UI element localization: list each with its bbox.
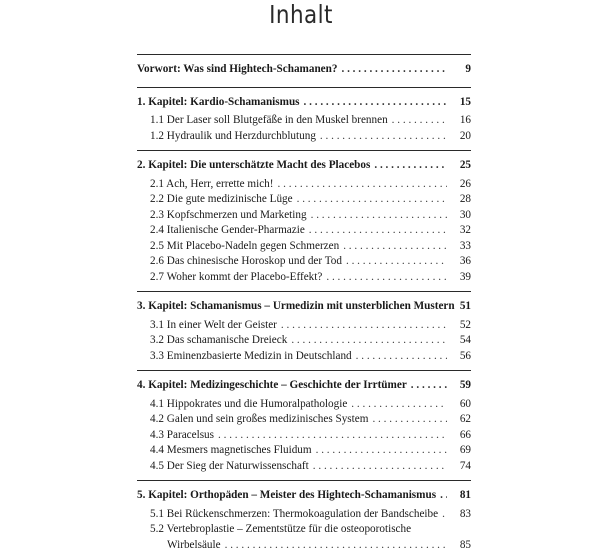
toc-page-number: 20: [459, 129, 471, 142]
toc-section-kapitel-5: [137, 481, 471, 559]
toc-page-number: 74: [459, 459, 471, 472]
toc-page-number: 16: [459, 114, 471, 126]
dot-leader: [442, 507, 447, 523]
dot-leader: [311, 208, 447, 224]
toc-entry-label: Vorwort: Was sind Hightech-Schamanen?: [137, 63, 338, 75]
toc-page-number: 25: [459, 159, 471, 171]
toc-entry-label: 5.1 Bei Rückenschmerzen: Thermokoagulation der Bandscheibe: [150, 507, 439, 520]
dot-leader: [372, 412, 447, 428]
toc-entry-4-3[interactable]: [137, 428, 471, 444]
toc-entry-label-continuation: Wirbelsäule: [167, 538, 221, 551]
toc-entry-2-4[interactable]: [137, 223, 471, 239]
toc-entry-4-5[interactable]: [137, 459, 471, 475]
toc-entry-5-2-continuation[interactable]: [137, 538, 471, 554]
toc-entry-4-1[interactable]: [137, 397, 471, 413]
toc-chapter-5[interactable]: [137, 488, 471, 504]
toc-entry-label: 2. Kapitel: Die unterschätzte Macht des Placebos: [137, 159, 371, 171]
dot-leader: [374, 158, 447, 174]
toc-entry-label: 4.1 Hippokrates und die Humoralpathologie: [150, 397, 348, 410]
toc-entry-label: 3. Kapitel: Schamanismus – Urmedizin mit unsterblichen Mustern: [137, 300, 455, 312]
toc-entry-2-1[interactable]: [137, 177, 471, 193]
toc-entry-label: 2.2 Die gute medizinische Lüge: [150, 193, 293, 205]
toc-page-number: 85: [459, 538, 471, 551]
toc-entry-label: 3.1 In einer Welt der Geister: [150, 318, 277, 331]
toc-entry-label: 4.5 Der Sieg der Naturwissenschaft: [150, 459, 309, 472]
dot-leader: [291, 333, 447, 349]
dot-leader: [304, 95, 447, 111]
dot-leader: [225, 538, 447, 554]
dot-leader: [346, 254, 447, 270]
table-of-contents: [137, 54, 471, 559]
toc-entry-vorwort[interactable]: [137, 62, 471, 78]
toc-entry-label: 3.3 Eminenzbasierte Medizin in Deutschland: [150, 349, 352, 362]
toc-page-number: 52: [459, 318, 471, 331]
toc-entry-2-5[interactable]: [137, 239, 471, 255]
dot-leader: [392, 113, 447, 129]
toc-entry-5-1[interactable]: [137, 507, 471, 523]
toc-entry-4-2[interactable]: [137, 412, 471, 428]
toc-entry-label: 1.1 Der Laser soll Blutgefäße in den Muskel brennen: [150, 114, 388, 126]
toc-page-number: 69: [459, 444, 471, 456]
toc-page-number: 26: [459, 177, 471, 190]
toc-entry-label: 5.2 Vertebroplastie – Zementstütze für die osteoporotische: [150, 523, 412, 535]
toc-page-number: 66: [459, 428, 471, 441]
dot-leader: [440, 488, 447, 504]
dot-leader: [278, 177, 448, 193]
toc-chapter-4[interactable]: [137, 378, 471, 394]
toc-entry-3-2[interactable]: [137, 333, 471, 349]
toc-entry-3-1[interactable]: [137, 318, 471, 334]
toc-entry-label: 2.6 Das chinesische Horoskop und der Tod: [150, 255, 342, 267]
toc-entry-label: 1. Kapitel: Kardio-Schamanismus: [137, 95, 300, 108]
toc-entry-5-2[interactable]: [137, 522, 471, 538]
toc-entry-label: 3.2 Das schamanische Dreieck: [150, 334, 288, 346]
dot-leader: [326, 270, 447, 286]
toc-page-number: 62: [459, 413, 471, 425]
toc-page-number: 32: [459, 224, 471, 236]
toc-section-kapitel-3: [137, 292, 471, 370]
toc-page-number: 30: [459, 208, 471, 221]
toc-page-number: 9: [465, 63, 471, 75]
dot-leader: [309, 223, 447, 239]
toc-entry-label: 2.4 Italienische Gender-Pharmazie: [150, 224, 305, 236]
dot-leader: [281, 318, 447, 334]
toc-entry-2-3[interactable]: [137, 208, 471, 224]
toc-entry-label: 4.2 Galen und sein großes medizinisches System: [150, 413, 369, 425]
page-title: Inhalt: [269, 0, 333, 29]
dot-leader: [218, 428, 447, 444]
toc-entry-label: 4. Kapitel: Medizingeschichte – Geschichte der Irrtümer: [137, 379, 407, 391]
dot-leader: [351, 397, 447, 413]
toc-entry-label: 2.7 Woher kommt der Placebo-Effekt?: [150, 270, 323, 283]
toc-page-number: 56: [459, 349, 471, 362]
dot-leader: [313, 459, 447, 475]
toc-entry-label: 5. Kapitel: Orthopäden – Meister des Hightech-Schamanismus: [137, 489, 437, 501]
toc-entry-1-1[interactable]: [137, 113, 471, 129]
toc-entry-label: 1.2 Hydraulik und Herzdurchblutung: [150, 129, 316, 142]
toc-entry-label: 4.3 Paracelsus: [150, 428, 215, 441]
toc-page-number: 15: [459, 95, 471, 108]
toc-chapter-2[interactable]: [137, 158, 471, 174]
toc-page-number: 28: [459, 193, 471, 205]
toc-page-number: 36: [459, 255, 471, 267]
toc-page-number: 54: [459, 334, 471, 346]
toc-chapter-3[interactable]: [137, 299, 471, 315]
toc-page-number: 33: [459, 239, 471, 252]
toc-entry-2-7[interactable]: [137, 270, 471, 286]
toc-page-number: 51: [459, 300, 471, 312]
toc-page-number: 81: [459, 489, 471, 501]
dot-leader: [297, 192, 447, 208]
dot-leader: [411, 378, 447, 394]
toc-entry-label: 4.4 Mesmers magnetisches Fluidum: [150, 444, 312, 456]
toc-page-number: 39: [459, 270, 471, 283]
toc-entry-label: 2.3 Kopfschmerzen und Marketing: [150, 208, 307, 221]
toc-entry-3-3[interactable]: [137, 349, 471, 365]
toc-entry-label: 2.1 Ach, Herr, errette mich!: [150, 177, 274, 190]
toc-section-kapitel-2: [137, 151, 471, 291]
toc-chapter-1[interactable]: [137, 95, 471, 111]
dot-leader: [316, 443, 447, 459]
toc-page-number: 83: [459, 507, 471, 520]
dot-leader: [320, 129, 447, 145]
dot-leader: [356, 349, 447, 365]
toc-section-kapitel-4: [137, 371, 471, 480]
toc-entry-2-2[interactable]: [137, 192, 471, 208]
toc-entry-4-4[interactable]: [137, 443, 471, 459]
toc-entry-1-2[interactable]: [137, 129, 471, 145]
dot-leader: [343, 239, 447, 255]
toc-section-kapitel-1: [137, 88, 471, 151]
dot-leader: [341, 62, 447, 78]
toc-page-number: 59: [459, 379, 471, 391]
toc-entry-2-6[interactable]: [137, 254, 471, 270]
toc-entry-label: 2.5 Mit Placebo-Nadeln gegen Schmerzen: [150, 239, 340, 252]
toc-page-number: 60: [459, 397, 471, 410]
toc-section-vorwort: [137, 55, 471, 87]
